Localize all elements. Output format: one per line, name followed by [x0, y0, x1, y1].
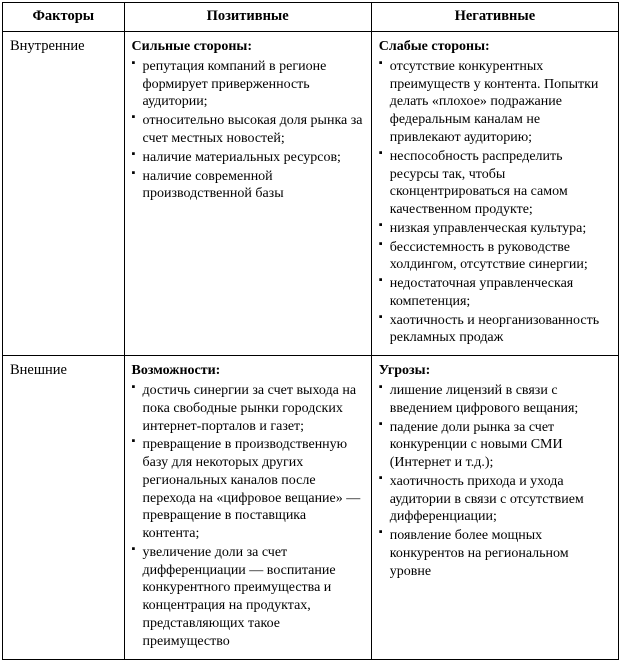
opportunities-list — [132, 382, 364, 650]
row-label-internal: Внутренние — [3, 32, 125, 356]
list-item: ▪ превращение в производственную базу для некоторых других региональных каналов после перехода на «цифровое вещание» — превращение в поставщика контента; — [132, 436, 364, 543]
list-item: ▪ недостаточная управленческая компетенция; — [379, 275, 611, 311]
list-item: ▪ появление более мощных конкурентов на региональном уровне — [379, 527, 611, 580]
cell-external-positive — [124, 356, 371, 660]
cell-internal-negative — [371, 32, 618, 356]
table-row — [3, 356, 619, 660]
list-item: ▪ относительно высокая доля рынка за счет местных новостей; — [132, 112, 364, 148]
row-label-external: Внешние — [3, 356, 125, 660]
threats-list — [379, 382, 611, 580]
list-item: ▪ падение доли рынка за счет конкуренции с новыми СМИ (Интернет и т.д.); — [379, 419, 611, 472]
list-item: ▪ хаотичность и неорганизованность рекламных продаж — [379, 312, 611, 348]
list-item: ▪ низкая управленческая культура; — [379, 220, 611, 238]
table-row — [3, 32, 619, 356]
weaknesses-subhead: Слабые стороны: — [378, 39, 490, 54]
list-item: ▪ репутация компаний в регионе формирует приверженность аудитории; — [132, 58, 364, 111]
opportunities-subhead: Возможности: — [131, 363, 221, 379]
column-header-factors: Факторы — [3, 3, 125, 32]
strengths-subhead: Сильные стороны: — [131, 39, 253, 54]
threats-subhead: Угрозы: — [378, 363, 431, 379]
list-item: ▪ увеличение доли за счет дифференциации — воспитание конкурентного преимущества и концентрация на продуктах, представляющих такое преимущество — [132, 544, 364, 651]
column-header-positive: Позитивные — [124, 3, 371, 32]
list-item: ▪ лишение лицензий в связи с введением цифрового вещания; — [379, 382, 611, 418]
list-item: ▪ бессистемность в руководстве холдингом, отсутствие синергии; — [379, 239, 611, 275]
column-header-negative: Негативные — [371, 3, 618, 32]
cell-external-negative — [371, 356, 618, 660]
table-body — [3, 32, 619, 660]
list-item: ▪ наличие современной производственной базы — [132, 168, 364, 204]
table-header — [3, 3, 619, 32]
weaknesses-list — [379, 58, 611, 347]
table-header-row — [3, 3, 619, 32]
cell-internal-positive — [124, 32, 371, 356]
strengths-list — [132, 58, 364, 203]
list-item: ▪ хаотичность прихода и ухода аудитории в связи с отсутствием дифференциации; — [379, 473, 611, 526]
swot-table — [2, 2, 619, 660]
list-item: ▪ достичь синергии за счет выхода на пока свободные рынки городских интернет-порталов и газет; — [132, 382, 364, 435]
list-item: ▪ наличие материальных ресурсов; — [132, 149, 364, 167]
list-item: ▪ неспособность распределить ресурсы так, чтобы сконцентрироваться на самом качественном продукте; — [379, 148, 611, 219]
list-item: ▪ отсутствие конкурентных преимуществ у контента. Попытки делать «плохое» подражание федеральным каналам не привлекают аудиторию; — [379, 58, 611, 147]
